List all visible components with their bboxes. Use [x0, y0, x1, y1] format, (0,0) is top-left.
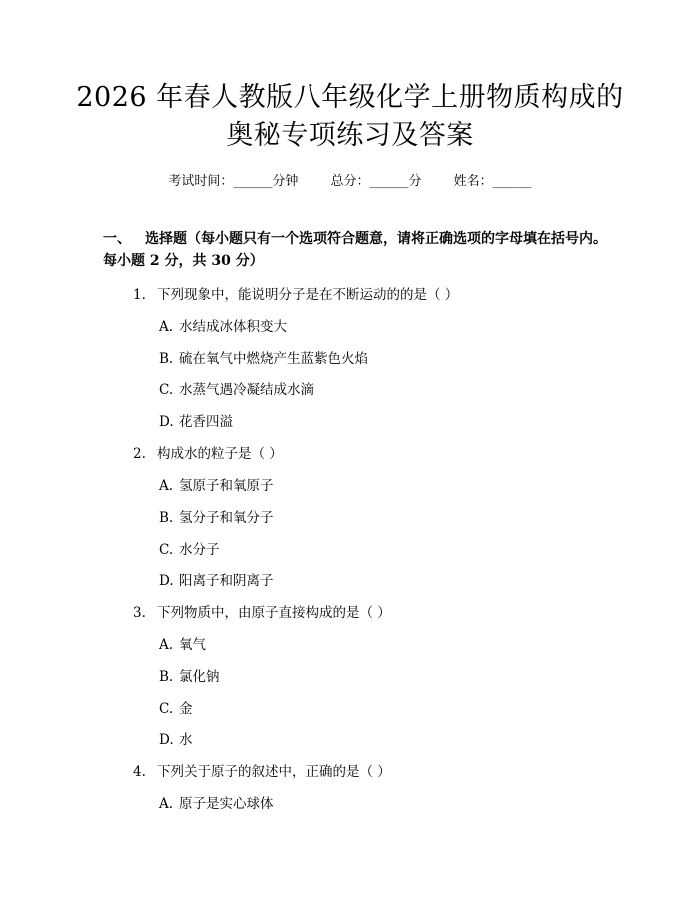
option-letter: D.: [159, 732, 174, 748]
option-text: 阳离子和阴离子: [179, 573, 274, 589]
option-letter: A.: [159, 319, 174, 335]
name-blank: ______: [492, 174, 532, 189]
question-3-option-b: [159, 665, 220, 685]
question-1-option-b: [159, 347, 368, 367]
page-title-line-1: 2026 年春人教版八年级化学上册物质构成的: [76, 82, 624, 113]
exam-name: [454, 174, 532, 189]
section-number: 一、: [103, 231, 131, 247]
question-1-option-c: [159, 378, 314, 398]
option-letter: D.: [159, 414, 174, 430]
option-text: 硫在氧气中燃烧产生蓝紫色火焰: [179, 351, 368, 367]
question-2-option-c: [159, 538, 220, 558]
option-letter: D.: [159, 573, 174, 589]
question-number: 3.: [133, 605, 146, 621]
option-letter: C.: [159, 382, 174, 398]
option-text: 氯化钠: [179, 669, 220, 685]
option-letter: C.: [159, 542, 174, 558]
option-letter: A.: [159, 637, 174, 653]
question-number: 4.: [133, 764, 146, 780]
option-text: 金: [179, 701, 193, 717]
option-letter: B.: [159, 351, 174, 367]
question-text: 下列现象中，能说明分子是在不断运动的的是（ ）: [157, 287, 459, 303]
question-2-option-d: [159, 569, 274, 589]
option-letter: A.: [159, 796, 174, 812]
option-text: 氧气: [179, 637, 206, 653]
exam-time: [168, 174, 298, 189]
time-blank: ______: [233, 174, 273, 189]
option-letter: A.: [159, 478, 174, 494]
question-1-option-a: [159, 315, 287, 335]
exam-score: [330, 174, 421, 189]
question-1: [133, 283, 458, 303]
question-text: 构成水的粒子是（ ）: [157, 446, 283, 462]
question-2-option-a: [159, 474, 274, 494]
question-number: 1.: [133, 287, 146, 303]
option-text: 氢原子和氧原子: [179, 478, 274, 494]
question-4-option-a: [159, 792, 274, 812]
question-1-option-d: [159, 410, 233, 430]
time-unit: 分钟: [272, 174, 299, 189]
question-3-option-a: [159, 633, 206, 653]
question-text: 下列关于原子的叙述中，正确的是（ ）: [157, 764, 391, 780]
page-title-line-2: 奥秘专项练习及答案: [226, 120, 474, 151]
section-heading: [103, 228, 613, 272]
section-text: 选择题（每小题只有一个选项符合题意，请将正确选项的字母填在括号内。每小题 2 分，共 30 分）: [103, 231, 607, 269]
question-3: [133, 601, 391, 621]
option-text: 原子是实心球体: [179, 796, 274, 812]
option-text: 花香四溢: [179, 414, 233, 430]
option-letter: C.: [159, 701, 174, 717]
question-4: [133, 760, 391, 780]
option-letter: B.: [159, 510, 174, 526]
option-text: 水蒸气遇冷凝结成水滴: [179, 382, 314, 398]
option-text: 水分子: [179, 542, 220, 558]
time-label: 考试时间：: [168, 174, 234, 189]
option-text: 水结成冰体积变大: [179, 319, 287, 335]
question-2-option-b: [159, 506, 274, 526]
question-2: [133, 442, 283, 462]
name-label: 姓名：: [453, 174, 493, 189]
option-text: 氢分子和氧分子: [179, 510, 274, 526]
question-3-option-c: [159, 697, 193, 717]
option-text: 水: [179, 732, 193, 748]
question-number: 2.: [133, 446, 146, 462]
question-text: 下列物质中，由原子直接构成的是（ ）: [157, 605, 391, 621]
score-unit: 分: [408, 174, 422, 189]
exam-info: [0, 170, 700, 189]
score-blank: ______: [369, 174, 409, 189]
score-label: 总分：: [330, 174, 370, 189]
option-letter: B.: [159, 669, 174, 685]
question-3-option-d: [159, 728, 193, 748]
